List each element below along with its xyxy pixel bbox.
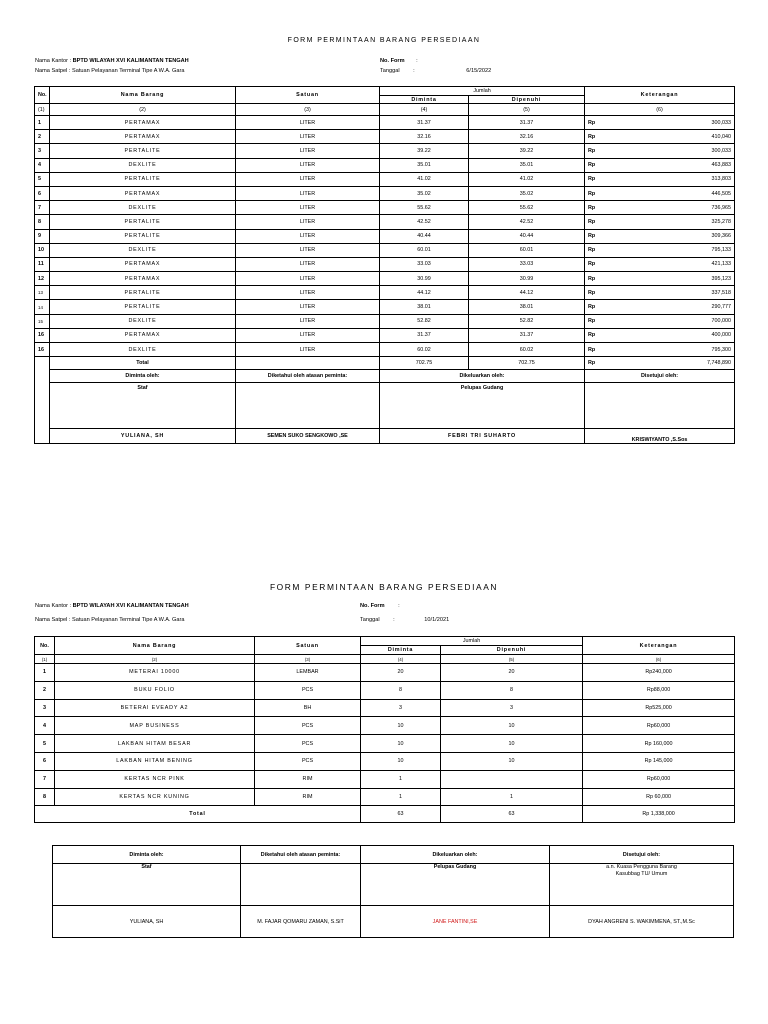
row-satuan: LEMBAR <box>255 664 361 682</box>
form1-date-row: Tanggal : 6/15/2022 <box>380 68 492 74</box>
row-nama: MAP BUSINESS <box>55 717 255 735</box>
col-nama: Nama Barang <box>55 637 255 655</box>
form1-total-diminta: 702.75 <box>380 357 469 370</box>
row-nama: LAKBAN HITAM BENING <box>55 752 255 770</box>
row-diminta: 31.37 <box>380 116 469 130</box>
row-keterangan <box>585 229 735 243</box>
row-rp: Rp <box>588 162 596 169</box>
row-keterangan <box>585 201 735 215</box>
row-nama: PERTAMAX <box>50 328 236 342</box>
row-diminta: 41.02 <box>380 172 469 186</box>
row-keterangan: Rp60,000 <box>583 717 735 735</box>
form2-total-label: Total <box>35 806 361 823</box>
row-satuan: RIM <box>255 770 361 788</box>
form1-pelupas: Pelupas Gudang <box>380 383 585 393</box>
col-dipenuhi: Dipenuhi <box>441 646 583 655</box>
row-keterangan <box>585 343 735 357</box>
row-rp: Rp <box>588 304 596 311</box>
form2-name1: YULIANA, SH <box>53 906 241 938</box>
row-no: 14 <box>35 300 50 314</box>
row-diminta: 33.03 <box>380 257 469 271</box>
row-ket: 309,366 <box>711 233 732 240</box>
row-no: 4 <box>35 717 55 735</box>
table-row <box>35 257 735 271</box>
row-satuan: LITER <box>236 158 380 172</box>
row-rp: Rp <box>588 275 596 282</box>
row-ket: 290,777 <box>711 304 732 311</box>
col-satuan: Satuan <box>236 87 380 104</box>
form2-sign-dikeluarkan: Dikeluarkan oleh: <box>361 846 550 864</box>
row-diminta: 20 <box>361 664 441 682</box>
colnum-4: (4) <box>361 655 441 664</box>
form2-name4: DYAH ANGRENI S. WAKIMMENA, ST.,M.Sc <box>550 906 734 938</box>
row-ket: 300,033 <box>711 147 732 154</box>
row-dipenuhi: 20 <box>441 664 583 682</box>
row-nama: BETERAI EVEADY A2 <box>55 699 255 717</box>
row-ket: 795,133 <box>711 247 732 254</box>
table-row <box>35 328 735 342</box>
row-dipenuhi <box>441 770 583 788</box>
row-dipenuhi: 8 <box>441 681 583 699</box>
form1-title: FORM PERMINTAAN BARANG PERSEDIAAN <box>287 37 481 44</box>
row-ket: 421,133 <box>711 261 732 268</box>
row-diminta: 8 <box>361 681 441 699</box>
row-rp: Rp <box>588 147 596 154</box>
row-no: 16 <box>35 328 50 342</box>
table-row <box>35 130 735 144</box>
colnum-5: (5) <box>441 655 583 664</box>
colnum-1: (1) <box>35 104 50 116</box>
form1-office-row <box>35 58 189 64</box>
row-nama: DEXLITE <box>50 201 236 215</box>
row-satuan: LITER <box>236 286 380 300</box>
row-nama: DEXLITE <box>50 343 236 357</box>
row-keterangan <box>585 272 735 286</box>
row-diminta: 1 <box>361 770 441 788</box>
row-keterangan: Rp 160,000 <box>583 735 735 753</box>
table-row <box>35 699 735 717</box>
form1-sign-diminta: Diminta oleh: <box>50 370 236 383</box>
row-no: 3 <box>35 699 55 717</box>
row-nama: DEXLITE <box>50 314 236 328</box>
row-dipenuhi: 32.16 <box>469 130 585 144</box>
row-keterangan <box>585 186 735 200</box>
form1-name3: FEBRI TRI SUHARTO <box>380 429 585 444</box>
row-no: 8 <box>35 215 50 229</box>
row-no: 1 <box>35 664 55 682</box>
row-nama: PERTALITE <box>50 215 236 229</box>
row-satuan: LITER <box>236 314 380 328</box>
form2-no-form: No. Form : <box>360 603 400 609</box>
colnum-3: (3) <box>255 655 361 664</box>
colnum-1: (1) <box>35 655 55 664</box>
row-keterangan <box>585 158 735 172</box>
col-satuan: Satuan <box>255 637 361 655</box>
row-satuan: BH <box>255 699 361 717</box>
row-nama: BUKU FOLIO <box>55 681 255 699</box>
row-dipenuhi: 10 <box>441 717 583 735</box>
row-no: 12 <box>35 272 50 286</box>
row-satuan: LITER <box>236 186 380 200</box>
form2-total-diminta: 63 <box>361 806 441 823</box>
form2-pelupas: Pelupas Gudang <box>361 864 550 906</box>
row-no: 2 <box>35 681 55 699</box>
row-ket: 410,040 <box>711 133 732 140</box>
satker-name: Satuan Pelayanan Terminal Tipe A W.A. Gara <box>72 617 185 623</box>
row-nama: PERTALITE <box>50 229 236 243</box>
row-dipenuhi: 30.99 <box>469 272 585 286</box>
row-satuan: LITER <box>236 272 380 286</box>
form2-an-line1: a.n. Kuasa Pengguna Barang <box>606 864 677 870</box>
row-diminta: 55.62 <box>380 201 469 215</box>
row-no: 5 <box>35 735 55 753</box>
row-ket: 463,883 <box>711 162 732 169</box>
row-diminta: 40.44 <box>380 229 469 243</box>
form1-sign-diketahui: Diketahui oleh atasan peminta: <box>236 370 380 383</box>
form1-total-dipenuhi: 702.75 <box>469 357 585 370</box>
row-satuan: LITER <box>236 172 380 186</box>
row-diminta: 35.02 <box>380 186 469 200</box>
office-name: BPTD WILAYAH XVI KALIMANTAN TENGAH <box>72 603 189 609</box>
row-keterangan <box>585 215 735 229</box>
row-dipenuhi: 33.03 <box>469 257 585 271</box>
row-nama: DEXLITE <box>50 243 236 257</box>
table-row <box>35 172 735 186</box>
row-rp: Rp <box>588 218 596 225</box>
row-nama: KERTAS NCR PINK <box>55 770 255 788</box>
row-keterangan: Rp88,000 <box>583 681 735 699</box>
row-dipenuhi: 10 <box>441 735 583 753</box>
row-keterangan: Rp 60,000 <box>583 788 735 806</box>
table-row <box>35 343 735 357</box>
row-dipenuhi: 31.37 <box>469 328 585 342</box>
row-ket: 736,965 <box>711 204 732 211</box>
row-no: 4 <box>35 158 50 172</box>
row-diminta: 3 <box>361 699 441 717</box>
form1-total-label: Total <box>50 357 236 370</box>
col-no: No. <box>35 637 55 655</box>
row-nama: PERTAMAX <box>50 116 236 130</box>
row-satuan: LITER <box>236 229 380 243</box>
table-row <box>35 314 735 328</box>
col-diminta: Diminta <box>380 96 469 104</box>
row-keterangan: Rp60,000 <box>583 770 735 788</box>
row-no: 3 <box>35 144 50 158</box>
col-dipenuhi: Dipenuhi <box>469 96 585 104</box>
row-dipenuhi: 41.02 <box>469 172 585 186</box>
form2-staf: Staf <box>53 864 241 906</box>
row-diminta: 39.22 <box>380 144 469 158</box>
office-label: Nama Kantor : <box>35 58 72 64</box>
row-nama: METERAI 10000 <box>55 664 255 682</box>
row-ket: 300,033 <box>711 119 732 126</box>
table-row <box>35 158 735 172</box>
row-dipenuhi: 60.02 <box>469 343 585 357</box>
table-row <box>35 144 735 158</box>
row-diminta: 31.37 <box>380 328 469 342</box>
form2-satker-row: Nama Satpel : Satuan Pelayanan Terminal Tipe A W.A. Gara <box>35 617 185 623</box>
row-diminta: 44.12 <box>380 286 469 300</box>
row-keterangan: Rp240,000 <box>583 664 735 682</box>
row-diminta: 10 <box>361 735 441 753</box>
row-no: 5 <box>35 172 50 186</box>
row-keterangan: Rp525,000 <box>583 699 735 717</box>
colnum-3: (3) <box>236 104 380 116</box>
row-nama: PERTAMAX <box>50 272 236 286</box>
row-diminta: 52.82 <box>380 314 469 328</box>
row-diminta: 42.52 <box>380 215 469 229</box>
row-no: 11 <box>35 257 50 271</box>
row-no: 1 <box>35 116 50 130</box>
row-ket: 795,300 <box>711 346 732 353</box>
form1-satker-row <box>35 68 184 74</box>
row-no: 6 <box>35 186 50 200</box>
row-no: 7 <box>35 201 50 215</box>
row-nama: PERTALITE <box>50 286 236 300</box>
row-dipenuhi: 60.01 <box>469 243 585 257</box>
row-satuan: PCS <box>255 752 361 770</box>
row-satuan: LITER <box>236 300 380 314</box>
col-no: No. <box>35 87 50 104</box>
row-rp: Rp <box>588 233 596 240</box>
row-no: 7 <box>35 770 55 788</box>
row-keterangan <box>585 116 735 130</box>
table-row <box>35 215 735 229</box>
form2-total-dipenuhi: 63 <box>441 806 583 823</box>
row-rp: Rp <box>588 289 596 296</box>
row-satuan: LITER <box>236 215 380 229</box>
row-keterangan <box>585 328 735 342</box>
form1-name1: YULIANA, SH <box>50 429 236 444</box>
col-keterangan: Keterangan <box>585 87 735 104</box>
row-rp: Rp <box>588 247 596 254</box>
row-dipenuhi: 55.62 <box>469 201 585 215</box>
row-satuan: LITER <box>236 201 380 215</box>
row-no: 8 <box>35 788 55 806</box>
row-no: 13 <box>35 286 50 300</box>
row-diminta: 1 <box>361 788 441 806</box>
row-rp: Rp <box>588 261 596 268</box>
row-keterangan <box>585 172 735 186</box>
row-keterangan: Rp 145,000 <box>583 752 735 770</box>
row-no: 15 <box>35 314 50 328</box>
row-satuan: PCS <box>255 735 361 753</box>
row-diminta: 60.02 <box>380 343 469 357</box>
form1-sign-dikeluarkan: Dikeluarkan oleh: <box>380 370 585 383</box>
row-diminta: 30.99 <box>380 272 469 286</box>
row-diminta: 60.01 <box>380 243 469 257</box>
row-dipenuhi: 44.12 <box>469 286 585 300</box>
row-keterangan <box>585 144 735 158</box>
form2-sign-disetujui: Disetujui oleh: <box>550 846 734 864</box>
row-rp: Rp <box>588 318 596 325</box>
form2-an-line2: Kasubbag TU/ Umum <box>615 871 668 877</box>
colnum-2: (2) <box>55 655 255 664</box>
table-row <box>35 286 735 300</box>
row-dipenuhi: 42.52 <box>469 215 585 229</box>
row-ket: 395,123 <box>711 275 732 282</box>
row-ket: 337,518 <box>711 289 732 296</box>
row-no: 9 <box>35 229 50 243</box>
row-rp: Rp <box>588 119 596 126</box>
form1-no-form: No. Form : <box>380 58 418 64</box>
form2-table <box>34 636 735 823</box>
row-ket: 313,803 <box>711 176 732 183</box>
form1-name2: SEMEN SUKO SENGKOWO ,SE <box>236 429 380 444</box>
row-no: 10 <box>35 243 50 257</box>
satker-label: Nama Satpel : <box>35 68 71 74</box>
row-nama: DEXLITE <box>50 158 236 172</box>
col-nama: Nama Barang <box>50 87 236 104</box>
row-rp: Rp <box>588 176 596 183</box>
table-row <box>35 201 735 215</box>
row-rp: Rp <box>588 133 596 140</box>
row-keterangan <box>585 257 735 271</box>
table-row <box>35 770 735 788</box>
row-nama: LAKBAN HITAM BESAR <box>55 735 255 753</box>
row-nama: KERTAS NCR KUNING <box>55 788 255 806</box>
row-rp: Rp <box>588 346 596 353</box>
form2-sign-table <box>52 845 734 938</box>
row-ket: 400,000 <box>711 332 732 339</box>
row-ket: 446,505 <box>711 190 732 197</box>
row-keterangan <box>585 243 735 257</box>
table-row <box>35 243 735 257</box>
form2-date-row: Tanggal : 10/1/2021 <box>360 617 450 623</box>
row-rp: Rp <box>588 332 596 339</box>
colnum-2: (2) <box>50 104 236 116</box>
row-no: 6 <box>35 752 55 770</box>
form2-office-row: Nama Kantor : BPTD WILAYAH XVI KALIMANTAN TENGAH <box>35 603 189 609</box>
row-keterangan <box>585 300 735 314</box>
row-diminta: 35.01 <box>380 158 469 172</box>
row-keterangan <box>585 286 735 300</box>
satker-name: Satuan Pelayanan Terminal Tipe A W.A. Gara <box>72 68 185 74</box>
table-row <box>35 229 735 243</box>
table-row <box>35 186 735 200</box>
row-satuan: LITER <box>236 328 380 342</box>
office-name: BPTD WILAYAH XVI KALIMANTAN TENGAH <box>72 58 189 64</box>
row-nama: PERTAMAX <box>50 186 236 200</box>
row-satuan: LITER <box>236 116 380 130</box>
row-ket: 325,278 <box>711 218 732 225</box>
row-dipenuhi: 35.02 <box>469 186 585 200</box>
form1-table <box>34 86 735 444</box>
form1-sign-disetujui: Disetujui oleh: <box>585 370 735 383</box>
form1-staf: Staf <box>50 383 236 393</box>
colnum-5: (5) <box>469 104 585 116</box>
row-dipenuhi: 40.44 <box>469 229 585 243</box>
col-jumlah: Jumlah <box>361 637 583 646</box>
row-dipenuhi: 39.22 <box>469 144 585 158</box>
colnum-6: (6) <box>585 104 735 116</box>
row-diminta: 10 <box>361 717 441 735</box>
table-row <box>35 681 735 699</box>
row-dipenuhi: 3 <box>441 699 583 717</box>
col-keterangan: Keterangan <box>583 637 735 655</box>
col-diminta: Diminta <box>361 646 441 655</box>
table-row <box>35 735 735 753</box>
row-no: 2 <box>35 130 50 144</box>
table-row <box>35 272 735 286</box>
row-nama: PERTAMAX <box>50 130 236 144</box>
form2-sign-diminta: Diminta oleh: <box>53 846 241 864</box>
row-satuan: LITER <box>236 130 380 144</box>
row-nama: PERTALITE <box>50 144 236 158</box>
form2-title: FORM PERMINTAAN BARANG PERSEDIAAN <box>269 582 499 592</box>
table-row <box>35 752 735 770</box>
table-row <box>35 788 735 806</box>
row-keterangan <box>585 314 735 328</box>
row-nama: PERTALITE <box>50 300 236 314</box>
row-ket: 700,000 <box>711 318 732 325</box>
row-diminta: 10 <box>361 752 441 770</box>
row-nama: PERTAMAX <box>50 257 236 271</box>
form2-name3: JANE FANTINI,SE <box>361 906 550 938</box>
row-dipenuhi: 1 <box>441 788 583 806</box>
row-no: 16 <box>35 343 50 357</box>
row-satuan: LITER <box>236 343 380 357</box>
colnum-4: (4) <box>380 104 469 116</box>
table-row <box>35 717 735 735</box>
colnum-6: (6) <box>583 655 735 664</box>
form2-sign-diketahui: Diketahui oleh atasan peminta: <box>241 846 361 864</box>
table-row <box>35 300 735 314</box>
form1-total-ket: Rp 7,748,890 <box>585 357 735 370</box>
row-satuan: LITER <box>236 144 380 158</box>
row-rp: Rp <box>588 190 596 197</box>
row-keterangan <box>585 130 735 144</box>
form2-name2: M. FAJAR QOMARU ZAMAN, S.SiT <box>241 906 361 938</box>
row-dipenuhi: 31.37 <box>469 116 585 130</box>
row-diminta: 32.16 <box>380 130 469 144</box>
table-row <box>35 664 735 682</box>
table-row <box>35 116 735 130</box>
row-satuan: LITER <box>236 243 380 257</box>
row-nama: PERTALITE <box>50 172 236 186</box>
row-satuan: PCS <box>255 681 361 699</box>
form2-an <box>550 864 734 906</box>
row-diminta: 38.01 <box>380 300 469 314</box>
row-dipenuhi: 35.01 <box>469 158 585 172</box>
row-dipenuhi: 52.82 <box>469 314 585 328</box>
form1-date: 6/15/2022 <box>466 68 492 74</box>
row-satuan: PCS <box>255 717 361 735</box>
row-rp: Rp <box>588 204 596 211</box>
row-satuan: LITER <box>236 257 380 271</box>
form2-date: 10/1/2021 <box>424 617 450 623</box>
row-satuan: RIM <box>255 788 361 806</box>
form2-total-ket: Rp 1,338,000 <box>583 806 735 823</box>
col-jumlah: Jumlah <box>380 87 585 96</box>
row-dipenuhi: 38.01 <box>469 300 585 314</box>
form1-name4: KRISWIYANTO ,S.Sos <box>585 429 735 444</box>
row-dipenuhi: 10 <box>441 752 583 770</box>
